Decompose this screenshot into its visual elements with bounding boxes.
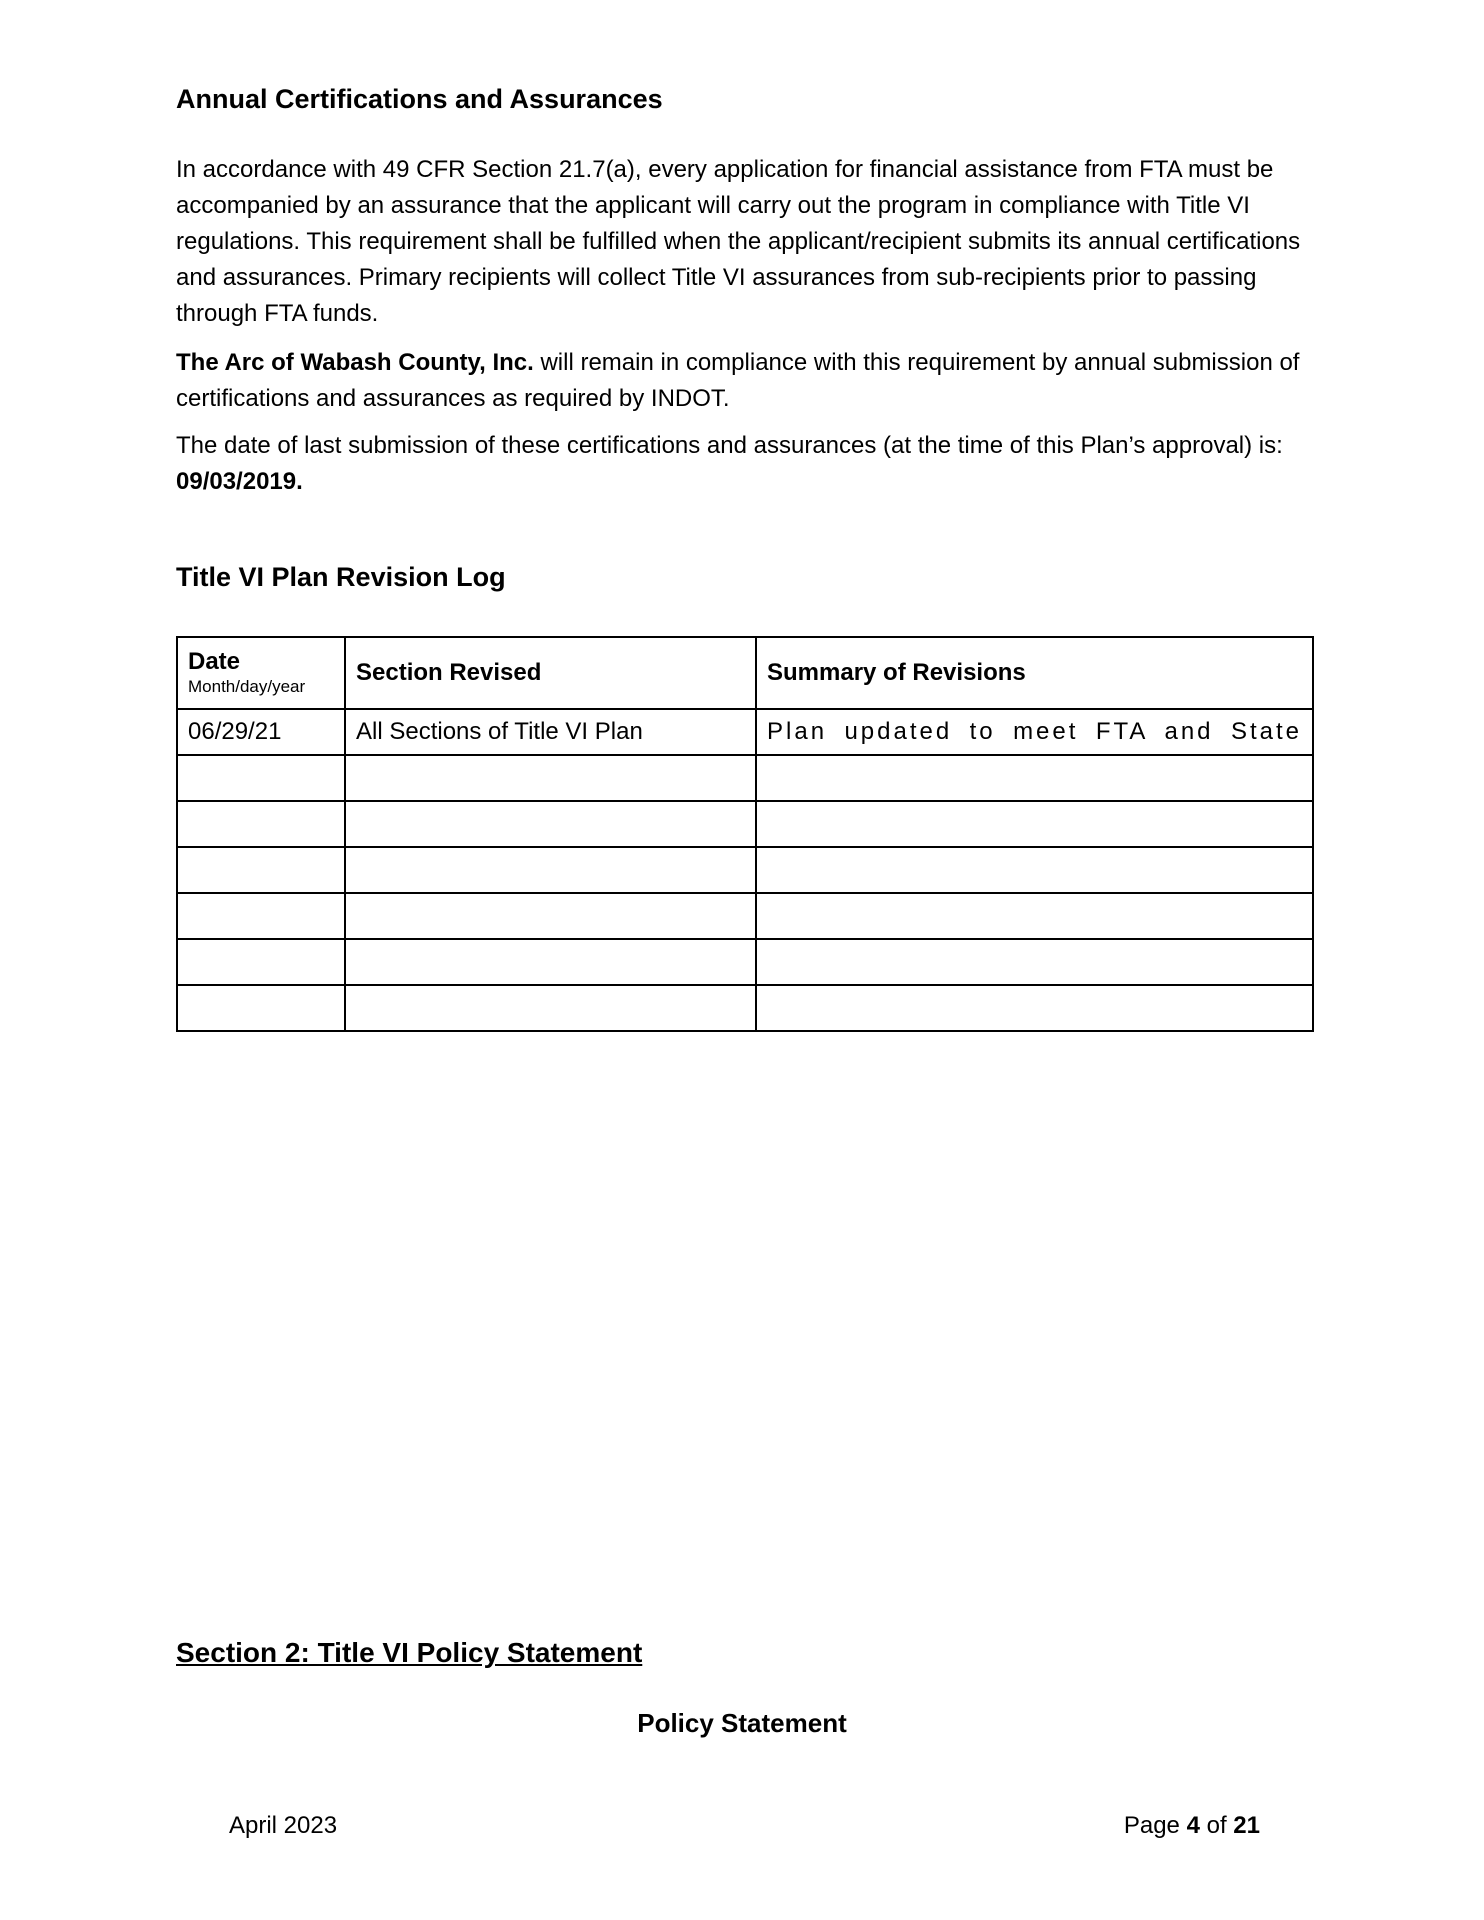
column-header-date xyxy=(177,637,345,709)
annual-paragraph-2 xyxy=(176,345,1326,417)
revision-log-table xyxy=(176,636,1314,1032)
cell-summary-text: Plan updated to meet FTA and State xyxy=(767,718,1302,745)
cell-section xyxy=(345,939,756,985)
submission-date: 09/03/2019. xyxy=(176,468,303,495)
table-row xyxy=(177,893,1313,939)
annual-certifications-heading: Annual Certifications and Assurances xyxy=(176,84,663,114)
table-row xyxy=(177,755,1313,801)
cell-summary xyxy=(756,801,1313,847)
cell-section: All Sections of Title VI Plan xyxy=(345,709,756,755)
cell-section xyxy=(345,985,756,1031)
cell-date xyxy=(177,801,345,847)
section-2-heading: Section 2: Title VI Policy Statement xyxy=(176,1637,643,1668)
cell-date xyxy=(177,755,345,801)
table-row xyxy=(177,801,1313,847)
cell-date xyxy=(177,893,345,939)
footer-page-label: Page xyxy=(1123,1812,1180,1839)
cell-section xyxy=(345,893,756,939)
cell-summary xyxy=(756,755,1313,801)
cell-summary xyxy=(756,939,1313,985)
table-row xyxy=(177,985,1313,1031)
annual-paragraph-3 xyxy=(176,428,1326,500)
submission-date-text: The date of last submission of these certifications and assurances (at the time of this Plan’s approval) is: xyxy=(176,432,1283,459)
policy-statement-heading: Policy Statement xyxy=(637,1708,847,1738)
cell-section xyxy=(345,755,756,801)
cell-date: 06/29/21 xyxy=(177,709,345,755)
footer-date: April 2023 xyxy=(229,1812,338,1839)
cell-date xyxy=(177,985,345,1031)
column-header-summary: Summary of Revisions xyxy=(756,637,1313,709)
cell-summary xyxy=(756,893,1313,939)
annual-paragraph-1: In accordance with 49 CFR Section 21.7(a), every application for financial assistance from FTA must be accompanied by an assurance that the applicant will carry out the program in compliance with Title VI regulations. This requirement shall be fulfilled when the applicant/recipient submits its annual certifications and assurances. Primary recipients will collect Title VI assurances from sub-recipients prior to passing through FTA funds. xyxy=(176,156,1301,327)
table-header-row xyxy=(177,637,1313,709)
column-header-section: Section Revised xyxy=(345,637,756,709)
table-row xyxy=(177,939,1313,985)
table-row xyxy=(177,847,1313,893)
footer-total-pages: 21 xyxy=(1233,1812,1260,1839)
cell-section xyxy=(345,801,756,847)
revision-log-heading: Title VI Plan Revision Log xyxy=(176,562,506,592)
annual-paragraph-2-text: will remain in compliance with this requirement by annual submission of certifications and assurances as required by INDOT. xyxy=(176,349,1300,412)
cell-date xyxy=(177,939,345,985)
cell-summary xyxy=(756,985,1313,1031)
column-header-date-label: Date xyxy=(188,648,241,675)
footer-of-label: of xyxy=(1206,1812,1227,1839)
table-row xyxy=(177,709,1313,755)
cell-summary xyxy=(756,847,1313,893)
footer-current-page: 4 xyxy=(1186,1812,1200,1839)
cell-summary xyxy=(756,709,1313,755)
cell-date xyxy=(177,847,345,893)
column-header-date-format: Month/day/year xyxy=(188,677,306,696)
cell-section xyxy=(345,847,756,893)
organization-name: The Arc of Wabash County, Inc. xyxy=(176,349,534,376)
footer-page-number xyxy=(1124,1810,1260,1842)
